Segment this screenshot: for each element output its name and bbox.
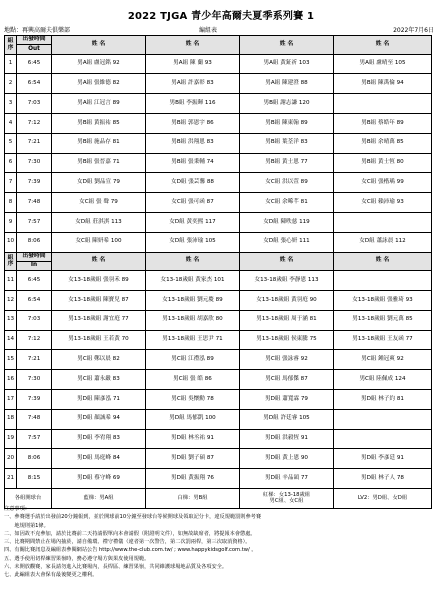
header-order-label: 序 — [7, 261, 14, 268]
player-cell — [334, 429, 432, 449]
tee-time: 7:48 — [17, 193, 52, 213]
table-row — [5, 429, 432, 449]
date-text: 2022年7月6日 — [393, 27, 434, 34]
player-cell: 男B組 洪翔恩 83 — [146, 133, 240, 153]
player-cell: 男B組 張秉輔 74 — [146, 153, 240, 173]
group-number: 18 — [5, 409, 17, 429]
tee-time: 7:57 — [17, 212, 52, 232]
player-cell: 男13-18歲組 劉元萬 85 — [334, 310, 432, 330]
player-cell: 男A組 陳 蘭 93 — [146, 54, 240, 74]
table-row — [5, 74, 432, 94]
tee-time: 7:21 — [17, 350, 52, 370]
tee-box-text: LV2：男D組、女D組 — [357, 494, 408, 501]
player-cell: 男C組 馬郁傑 87 — [240, 370, 334, 390]
player-cell — [334, 212, 432, 232]
tee-box-text: 紅梯：女13-18歲組 — [262, 491, 311, 498]
meta-bar — [4, 25, 438, 35]
group-number: 5 — [5, 133, 17, 153]
note-line: 七、此編組表大會保有最後變更之權利。 — [4, 572, 98, 579]
tee-time: 8:15 — [17, 469, 52, 489]
table-row — [5, 370, 432, 390]
player-cell: 女D組 黃奕熙 117 — [146, 212, 240, 232]
note-line: 六、未開放觀賽，家長請勿進入比賽場內，長桿區、練習果嶺，共同維護球場地品質及各項安全。 — [4, 564, 228, 571]
player-cell: 男D組 林子人 78 — [334, 469, 432, 489]
header-start-time: 出發時間 — [17, 36, 52, 45]
player-cell: 男D組 李彥廷 91 — [334, 449, 432, 469]
player-cell: 男13-18歲組 王友函 77 — [334, 330, 432, 350]
player-cell: 女C組 張可函 87 — [146, 193, 240, 213]
player-cell: 男B組 黃士恆 80 — [334, 153, 432, 173]
tee-time: 7:21 — [17, 133, 52, 153]
player-cell: 女D組 莊淇淇 113 — [52, 212, 146, 232]
player-cell: 男C組 蕭永嚴 83 — [52, 370, 146, 390]
player-cell: 女C組 張楷瑀 99 — [334, 173, 432, 193]
section-label-section_out: Out — [17, 45, 52, 54]
note-line: 一、參賽選手請於出發前20分鐘報到，並於開球前10分鐘至發球台等候開球及領取記分卡，違反規範罰則參考賽 — [4, 514, 262, 521]
group-number: 21 — [5, 469, 17, 489]
player-cell: 男D組 劉子碩 87 — [146, 449, 240, 469]
player-cell: 男B組 施品存 81 — [52, 133, 146, 153]
player-cell: 女13-18歲組 劉元慶 89 — [146, 290, 240, 310]
table-row — [5, 350, 432, 370]
note-line: 四、有關比賽訊息及編組表參閱網站公告 http://www.the-club.com.tw/ ; www.happykidsgolf.com.tw/ 。 — [4, 547, 257, 554]
table-row — [5, 193, 432, 213]
group-number: 19 — [5, 429, 17, 449]
player-cell: 女C組 洪以萱 89 — [240, 173, 334, 193]
table-row — [5, 212, 432, 232]
player-cell: 男D組 顏誠希 94 — [52, 409, 146, 429]
table-row — [5, 271, 432, 291]
table-row — [5, 290, 432, 310]
tee-time: 7:30 — [17, 370, 52, 390]
player-cell: 男A組 許嘉彰 83 — [146, 74, 240, 94]
group-number: 4 — [5, 113, 17, 133]
player-cell: 男D組 林丞祐 91 — [146, 429, 240, 449]
group-number: 12 — [5, 290, 17, 310]
tee-time: 6:54 — [17, 290, 52, 310]
notes-block — [4, 505, 438, 580]
player-cell: 男B組 黃振祐 85 — [52, 113, 146, 133]
player-cell: 男D組 蕭寬霖 79 — [240, 389, 334, 409]
player-cell: 男13-18歲組 王若黃 70 — [52, 330, 146, 350]
group-label: 編組表 — [199, 27, 218, 34]
table-row — [5, 113, 432, 133]
player-cell: 男D組 辛品頡 77 — [240, 469, 334, 489]
player-cell: 男D組 陳彥泓 71 — [52, 389, 146, 409]
player-cell: 女D組 張芸馨 88 — [146, 173, 240, 193]
group-number: 16 — [5, 370, 17, 390]
player-cell: 男A組 黃鉦祈 103 — [240, 54, 334, 74]
page-title: 2022 TJGA 青少年高爾夫夏季系列賽 1 — [127, 11, 315, 22]
tee-time: 7:30 — [17, 153, 52, 173]
group-number: 6 — [5, 153, 17, 173]
player-cell: 女13-18歲組 陳寶兒 87 — [52, 290, 146, 310]
player-cell: 男D組 洪毅恆 91 — [240, 429, 334, 449]
player-cell: 男C組 鍾冠爽 92 — [334, 350, 432, 370]
player-cell: 男C組 江禮泓 89 — [146, 350, 240, 370]
tee-time: 7:57 — [17, 429, 52, 449]
header-group-order — [5, 252, 17, 271]
header-name: 姓 名 — [146, 252, 240, 271]
tee-box-text-line2: 男C組、女C組 — [269, 498, 304, 505]
group-number: 11 — [5, 271, 17, 291]
player-cell: 男13-18歲組 侯東騰 75 — [240, 330, 334, 350]
player-cell: 男B組 陳禹倫 94 — [334, 74, 432, 94]
player-cell: 男13-18歲組 謝宜庭 77 — [52, 310, 146, 330]
group-number: 15 — [5, 350, 17, 370]
tee-time: 6:54 — [17, 74, 52, 94]
header-name: 姓 名 — [52, 36, 146, 55]
player-cell: 女13-18歲組 張雅琦 93 — [334, 290, 432, 310]
header-name: 姓 名 — [146, 36, 240, 55]
header-group-label: 組 — [7, 38, 14, 45]
player-cell: 男B組 陳東翰 89 — [240, 113, 334, 133]
player-cell: 男D組 許廷睿 105 — [240, 409, 334, 429]
header-group-order — [5, 36, 17, 55]
note-line: 五、選手使用切桿練習果嶺時，務必遵守場方與果皮使用規範。 — [4, 555, 150, 562]
player-cell: 男C組 鄭以晨 82 — [52, 350, 146, 370]
table-row — [5, 330, 432, 350]
table-row — [5, 94, 432, 114]
player-cell: 男B組 蔡皓年 89 — [334, 113, 432, 133]
section-header-section_out — [5, 36, 432, 45]
header-name: 姓 名 — [334, 252, 432, 271]
player-cell: 女C組 張 聲 79 — [52, 193, 146, 213]
section-header-section_in — [5, 252, 432, 261]
player-cell: 男D組 林子約 81 — [334, 389, 432, 409]
player-cell: 女13-18歲組 李靜恩 113 — [240, 271, 334, 291]
player-cell: 男C組 陸佩成 124 — [334, 370, 432, 390]
table-row — [5, 133, 432, 153]
player-cell: 女D組 劉品宣 79 — [52, 173, 146, 193]
table-row — [5, 153, 432, 173]
player-cell: 女13-18歲組 黃家杰 101 — [146, 271, 240, 291]
group-number: 7 — [5, 173, 17, 193]
header-name: 姓 名 — [240, 252, 334, 271]
player-cell: 男A組 江冠言 89 — [52, 94, 146, 114]
tee-box-label: 各組開球台 — [5, 488, 52, 508]
player-cell — [334, 271, 432, 291]
group-number: 14 — [5, 330, 17, 350]
tee-time: 8:06 — [17, 449, 52, 469]
player-cell: 男B組 謝志謙 120 — [240, 94, 334, 114]
player-cell: 男A組 盧冠銘 92 — [52, 54, 146, 74]
tee-time: 6:45 — [17, 271, 52, 291]
tee-box-text: 藍梯：男A組 — [83, 494, 114, 501]
tee-time: 7:12 — [17, 330, 52, 350]
table-row — [5, 232, 432, 252]
player-cell: 男13-18歲組 胡嘉欣 80 — [146, 310, 240, 330]
tee-time: 7:39 — [17, 173, 52, 193]
group-number: 17 — [5, 389, 17, 409]
player-cell: 女D組 蕭詠晨 112 — [334, 232, 432, 252]
tee-box-text: 白梯：男B組 — [177, 494, 208, 501]
tee-time: 7:03 — [17, 94, 52, 114]
table-row — [5, 449, 432, 469]
note-line: 地規則第1條。 — [4, 522, 49, 529]
player-cell: 男A組 張維德 82 — [52, 74, 146, 94]
note-line: 二、如因故不克參加，請於比賽前二天持請假單向本會請假（附證明文件），如無故缺席者，將提報本會懲處。 — [4, 530, 256, 537]
player-cell: 男C組 吳懷勳 78 — [146, 389, 240, 409]
header-name: 姓 名 — [240, 36, 334, 55]
player-cell: 男B組 郭恩宇 86 — [146, 113, 240, 133]
header-name: 姓 名 — [52, 252, 146, 271]
player-cell: 女C組 陳妍希 100 — [52, 232, 146, 252]
player-cell: 女13-18歲組 黃羽庭 90 — [240, 290, 334, 310]
player-cell: 男D組 黃上恩 90 — [240, 449, 334, 469]
group-number: 8 — [5, 193, 17, 213]
header-name: 姓 名 — [334, 36, 432, 55]
player-cell: 男A組 陳建澄 88 — [240, 74, 334, 94]
table-row — [5, 173, 432, 193]
tee-time: 7:39 — [17, 389, 52, 409]
player-cell: 男13-18歲組 王思尹 71 — [146, 330, 240, 350]
tee-time: 6:45 — [17, 54, 52, 74]
player-cell: 男13-18歲組 周于涵 81 — [240, 310, 334, 330]
tee-time: 7:48 — [17, 409, 52, 429]
player-cell: 男B組 李振暉 116 — [146, 94, 240, 114]
table-row — [5, 469, 432, 489]
player-cell: 女D組 陳昳慈 119 — [240, 212, 334, 232]
note-line: 三、比賽期間禁止在場內抽菸，請自備環、禮守禮儀（違者第一次警告，第二次罰兩桿，第三次取消資格）。 — [4, 539, 251, 546]
group-number: 1 — [5, 54, 17, 74]
header-group-label: 組 — [7, 254, 14, 261]
player-cell: 男B組 黃士恩 77 — [240, 153, 334, 173]
table-row — [5, 389, 432, 409]
table-row — [5, 54, 432, 74]
player-cell — [334, 94, 432, 114]
player-cell: 男B組 余晴萬 85 — [334, 133, 432, 153]
group-number: 9 — [5, 212, 17, 232]
player-cell: 男D組 馬庭峰 84 — [52, 449, 146, 469]
tee-time: 7:12 — [17, 113, 52, 133]
player-cell: 女D組 張沛瑜 105 — [146, 232, 240, 252]
player-cell: 女C組 余晞芊 81 — [240, 193, 334, 213]
note-line: 注意事項： — [4, 506, 30, 512]
header-start-time: 出發時間 — [17, 252, 52, 261]
section-label-section_in: In — [17, 261, 52, 270]
table-row — [5, 310, 432, 330]
player-cell: 女C組 賴沛瑜 93 — [334, 193, 432, 213]
group-number: 20 — [5, 449, 17, 469]
player-cell: 男D組 李宥翔 83 — [52, 429, 146, 449]
group-number: 2 — [5, 74, 17, 94]
pairing-table — [4, 35, 432, 509]
location-text: 地點：再興高爾夫俱樂部 — [4, 27, 71, 34]
table-row — [5, 409, 432, 429]
player-cell: 男D組 蔡守峰 69 — [52, 469, 146, 489]
player-cell: 男B組 葉荃洋 83 — [240, 133, 334, 153]
group-number: 13 — [5, 310, 17, 330]
header-order-label: 序 — [7, 44, 14, 51]
player-cell: 男C組 張詠睿 92 — [240, 350, 334, 370]
player-cell: 男D組 馬郁凱 100 — [146, 409, 240, 429]
player-cell — [334, 409, 432, 429]
group-number: 10 — [5, 232, 17, 252]
player-cell: 女13-18歲組 張羽禾 89 — [52, 271, 146, 291]
player-cell: 男C組 張 皓 86 — [146, 370, 240, 390]
tee-time: 8:06 — [17, 232, 52, 252]
player-cell: 男B組 張晉嘉 71 — [52, 153, 146, 173]
player-cell: 男D組 黃振翔 76 — [146, 469, 240, 489]
player-cell: 女D組 張心妍 111 — [240, 232, 334, 252]
group-number: 3 — [5, 94, 17, 114]
tee-time: 7:03 — [17, 310, 52, 330]
player-cell: 男A組 盧晴至 105 — [334, 54, 432, 74]
